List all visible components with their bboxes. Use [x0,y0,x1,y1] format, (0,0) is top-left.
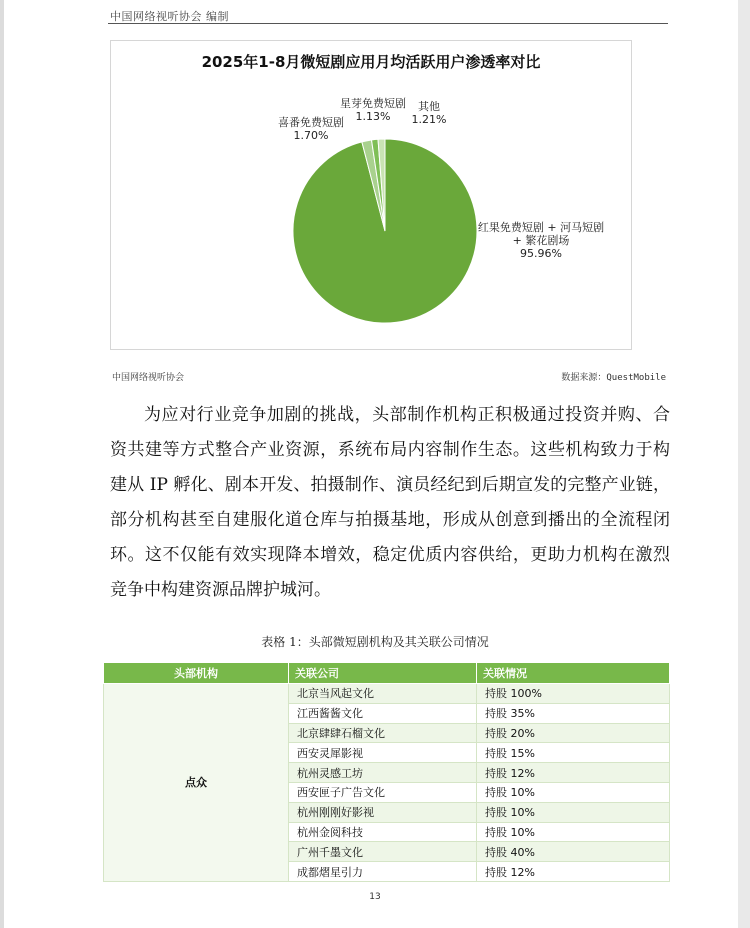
slice-name-label: 红果免费短剧 + 河马短剧 [477,221,605,234]
affiliate-table [103,662,670,882]
company-cell: 北京肆肆石榴文化 [289,723,477,743]
relation-cell: 持股 20% [477,723,670,743]
company-cell: 江西酱酱文化 [289,703,477,723]
company-cell: 北京当风起文化 [289,684,477,704]
company-cell: 杭州金阅科技 [289,822,477,842]
company-cell: 杭州灵感工坊 [289,763,477,783]
slice-value-label: 1.13% [355,110,391,123]
company-cell: 杭州刚刚好影视 [289,802,477,822]
relation-cell: 持股 100% [477,684,670,704]
relation-cell: 持股 40% [477,842,670,862]
company-cell: 西安灵犀影视 [289,743,477,763]
page-left-edge [0,0,4,928]
relation-cell: 持股 35% [477,703,670,723]
relation-cell: 持股 12% [477,763,670,783]
company-cell: 广州千墨文化 [289,842,477,862]
slice-label [278,115,344,142]
table-row [104,684,670,704]
company-cell: 成都熠星引力 [289,862,477,882]
slice-value-label: 95.96% [520,247,562,260]
running-header: 中国网络视听协会 编制 [110,10,229,23]
relation-cell: 持股 15% [477,743,670,763]
header-company: 关联公司 [289,663,477,684]
relation-cell: 持股 10% [477,822,670,842]
slice-name-label: 喜番免费短剧 [278,116,344,129]
slice-value-label: 1.21% [411,113,447,126]
slice-value-label: 1.70% [293,129,329,142]
relation-cell: 持股 10% [477,782,670,802]
table-header-row [104,663,670,684]
figure-source-org: 中国网络视听协会 [112,373,185,383]
figure-data-source: 数据来源：QuestMobile [561,373,666,383]
company-cell: 西安匣子广告文化 [289,782,477,802]
header-rule [108,23,668,24]
page-number: 13 [369,892,381,902]
slice-name-label: + 繁花剧场 [512,234,570,247]
page-right-edge [738,0,750,928]
slice-name-label: 星芽免费短剧 [340,97,406,110]
slice-label [412,99,447,126]
header-org: 头部机构 [104,663,289,684]
relation-cell: 持股 12% [477,862,670,882]
slice-name-label: 其他 [418,100,440,113]
pie-chart-svg [111,41,631,349]
slice-label [478,220,604,260]
body-paragraph: 为应对行业竞争加剧的挑战，头部制作机构正积极通过投资并购、合资共建等方式整合产业资源，系统布局内容制作生态。这些机构致力于构建从 IP 孵化、剧本开发、拍摄制作、演员经纪到后期宣发的完整产业链，部分机构甚至自建服化道仓库与拍摄基地，形成从创意到播出的全流程闭环。这不仅能有效实现降本增效，稳定优质内容供给，更助力机构在激烈竞争中构建资源品牌护城河。 [110,405,670,600]
relation-cell: 持股 10% [477,802,670,822]
chart-title: 2025年1-8月微短剧应用月均活跃用户渗透率对比 [201,53,541,71]
pie-chart-figure [110,40,632,350]
slice-label [340,96,406,123]
table-caption: 表格 1：头部微短剧机构及其关联公司情况 [261,635,489,649]
header-relation: 关联情况 [477,663,670,684]
org-cell: 点众 [104,684,289,882]
